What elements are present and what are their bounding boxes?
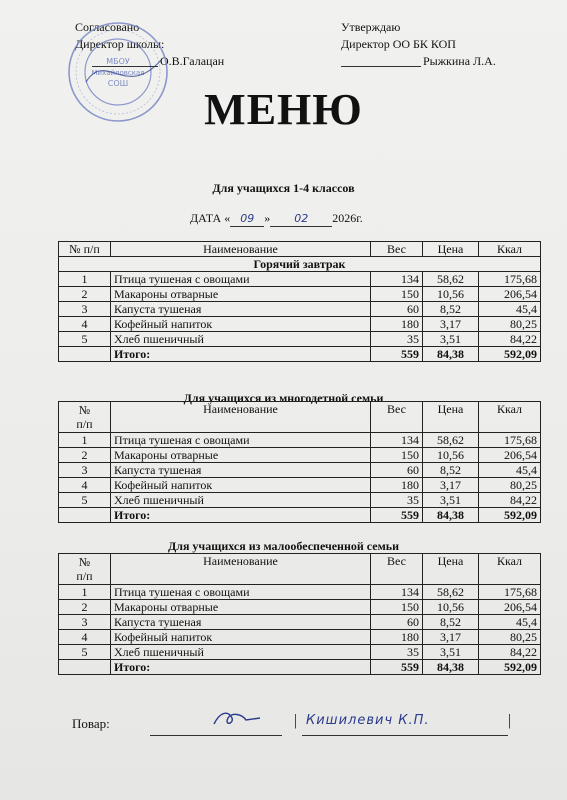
row-number: 4 bbox=[59, 630, 111, 645]
dish-weight: 134 bbox=[371, 272, 423, 287]
date-mid: » bbox=[264, 211, 271, 225]
dish-price: 3,51 bbox=[423, 332, 479, 347]
col-kcal: Ккал bbox=[479, 402, 541, 433]
dish-price: 3,17 bbox=[423, 478, 479, 493]
dish-weight: 134 bbox=[371, 585, 423, 600]
table-row bbox=[59, 615, 541, 630]
table-row bbox=[59, 272, 541, 287]
dish-kcal: 80,25 bbox=[479, 478, 541, 493]
section-title-low-income: Для учащихся из малообеспеченной семьи bbox=[167, 539, 400, 553]
row-number: 1 bbox=[59, 433, 111, 448]
dish-weight: 60 bbox=[371, 463, 423, 478]
meal-subheader: Горячий завтрак bbox=[59, 257, 541, 272]
col-name: Наименование bbox=[111, 242, 371, 257]
dish-name: Макароны отварные bbox=[111, 600, 371, 615]
total-price: 84,38 bbox=[423, 660, 479, 675]
table-row bbox=[59, 433, 541, 448]
row-number: 5 bbox=[59, 645, 111, 660]
right-signature-line bbox=[341, 66, 421, 67]
table-row bbox=[59, 600, 541, 615]
dish-kcal: 45,4 bbox=[479, 302, 541, 317]
total-row bbox=[59, 660, 541, 675]
col-number-line1: № bbox=[78, 555, 91, 569]
dish-weight: 180 bbox=[371, 478, 423, 493]
date-line bbox=[190, 211, 363, 227]
dish-weight: 35 bbox=[371, 332, 423, 347]
menu-table-low-income bbox=[58, 553, 541, 675]
dish-kcal: 175,68 bbox=[479, 585, 541, 600]
dish-kcal: 206,54 bbox=[479, 600, 541, 615]
svg-text:Михайловская: Михайловская bbox=[91, 69, 145, 77]
table-row bbox=[59, 317, 541, 332]
dish-name: Кофейный напиток bbox=[111, 478, 371, 493]
dish-kcal: 80,25 bbox=[479, 630, 541, 645]
table-row bbox=[59, 448, 541, 463]
col-number: № п/п bbox=[59, 242, 111, 257]
total-kcal: 592,09 bbox=[479, 347, 541, 362]
total-price: 84,38 bbox=[423, 508, 479, 523]
total-weight: 559 bbox=[371, 347, 423, 362]
menu-table-large-family bbox=[58, 401, 541, 523]
total-weight: 559 bbox=[371, 508, 423, 523]
dish-weight: 150 bbox=[371, 448, 423, 463]
dish-weight: 180 bbox=[371, 630, 423, 645]
col-name: Наименование bbox=[111, 402, 371, 433]
dish-kcal: 80,25 bbox=[479, 317, 541, 332]
table-row bbox=[59, 645, 541, 660]
svg-text:МБОУ: МБОУ bbox=[106, 57, 130, 66]
dish-kcal: 84,22 bbox=[479, 645, 541, 660]
col-number bbox=[59, 554, 111, 585]
col-kcal: Ккал bbox=[479, 554, 541, 585]
row-number: 5 bbox=[59, 493, 111, 508]
cook-signature bbox=[210, 706, 270, 732]
dish-price: 58,62 bbox=[423, 585, 479, 600]
svg-text:СОШ: СОШ bbox=[107, 79, 129, 88]
row-number: 2 bbox=[59, 448, 111, 463]
table-row bbox=[59, 493, 541, 508]
dish-kcal: 206,54 bbox=[479, 287, 541, 302]
col-price: Цена bbox=[423, 554, 479, 585]
table-header-row bbox=[59, 554, 541, 585]
col-number-line1: № bbox=[78, 403, 91, 417]
total-empty-cell bbox=[59, 347, 111, 362]
dish-kcal: 84,22 bbox=[479, 493, 541, 508]
dish-price: 10,56 bbox=[423, 287, 479, 302]
table-row bbox=[59, 478, 541, 493]
dish-price: 3,17 bbox=[423, 630, 479, 645]
dish-price: 10,56 bbox=[423, 600, 479, 615]
dish-kcal: 206,54 bbox=[479, 448, 541, 463]
total-label: Итого: bbox=[111, 660, 371, 675]
dish-kcal: 45,4 bbox=[479, 463, 541, 478]
dish-kcal: 84,22 bbox=[479, 332, 541, 347]
dish-weight: 150 bbox=[371, 600, 423, 615]
dish-price: 3,17 bbox=[423, 317, 479, 332]
table-row bbox=[59, 287, 541, 302]
dish-price: 10,56 bbox=[423, 448, 479, 463]
table-row bbox=[59, 630, 541, 645]
cook-signature-line bbox=[150, 735, 282, 736]
col-kcal: Ккал bbox=[479, 242, 541, 257]
col-price: Цена bbox=[423, 242, 479, 257]
total-weight: 559 bbox=[371, 660, 423, 675]
date-day: 09 bbox=[240, 212, 255, 225]
row-number: 1 bbox=[59, 272, 111, 287]
col-weight: Вес bbox=[371, 402, 423, 433]
subtitle-grades: Для учащихся 1-4 классов bbox=[212, 181, 355, 195]
dish-name: Капуста тушеная bbox=[111, 463, 371, 478]
cook-name-line bbox=[302, 735, 508, 736]
dish-price: 3,51 bbox=[423, 493, 479, 508]
dish-name: Птица тушеная с овощами bbox=[111, 272, 371, 287]
total-row bbox=[59, 508, 541, 523]
dish-kcal: 175,68 bbox=[479, 433, 541, 448]
col-number bbox=[59, 402, 111, 433]
dish-price: 8,52 bbox=[423, 463, 479, 478]
director-name: Рыжкина Л.А. bbox=[423, 54, 496, 68]
total-label: Итого: bbox=[111, 347, 371, 362]
dish-kcal: 45,4 bbox=[479, 615, 541, 630]
dish-name: Птица тушеная с овощами bbox=[111, 585, 371, 600]
dish-name: Кофейный напиток bbox=[111, 630, 371, 645]
dish-name: Хлеб пшеничный bbox=[111, 332, 371, 347]
col-number-line2: п/п bbox=[76, 417, 93, 431]
row-number: 3 bbox=[59, 463, 111, 478]
name-bracket-right: | bbox=[508, 712, 512, 729]
row-number: 3 bbox=[59, 302, 111, 317]
col-number-line2: п/п bbox=[76, 569, 93, 583]
table-header-row bbox=[59, 402, 541, 433]
approval-label: Согласовано bbox=[75, 20, 140, 34]
page-title: МЕНЮ bbox=[204, 85, 363, 134]
director-label: Директор ОО БК КОП bbox=[341, 37, 456, 51]
total-kcal: 592,09 bbox=[479, 660, 541, 675]
dish-name: Хлеб пшеничный bbox=[111, 493, 371, 508]
dish-weight: 180 bbox=[371, 317, 423, 332]
school-director-label: Директор школы: bbox=[75, 37, 165, 51]
name-bracket-left: | bbox=[294, 712, 298, 729]
dish-price: 8,52 bbox=[423, 302, 479, 317]
total-empty-cell bbox=[59, 660, 111, 675]
dish-weight: 35 bbox=[371, 493, 423, 508]
dish-price: 58,62 bbox=[423, 272, 479, 287]
dish-name: Капуста тушеная bbox=[111, 302, 371, 317]
table-row bbox=[59, 463, 541, 478]
approve-label: Утверждаю bbox=[341, 20, 401, 34]
school-director-name: О.В.Галацан bbox=[160, 54, 225, 68]
cook-name-handwritten: Кишилевич К.П. bbox=[306, 713, 430, 728]
col-weight: Вес bbox=[371, 242, 423, 257]
col-price: Цена bbox=[423, 402, 479, 433]
row-number: 2 bbox=[59, 287, 111, 302]
cook-label: Повар: bbox=[72, 716, 110, 731]
dish-weight: 35 bbox=[371, 645, 423, 660]
table-row bbox=[59, 302, 541, 317]
dish-weight: 60 bbox=[371, 302, 423, 317]
row-number: 4 bbox=[59, 317, 111, 332]
left-signature-line bbox=[92, 66, 158, 67]
row-number: 4 bbox=[59, 478, 111, 493]
table-row bbox=[59, 585, 541, 600]
dish-name: Хлеб пшеничный bbox=[111, 645, 371, 660]
row-number: 5 bbox=[59, 332, 111, 347]
total-empty-cell bbox=[59, 508, 111, 523]
dish-price: 58,62 bbox=[423, 433, 479, 448]
col-weight: Вес bbox=[371, 554, 423, 585]
dish-name: Макароны отварные bbox=[111, 448, 371, 463]
total-price: 84,38 bbox=[423, 347, 479, 362]
dish-weight: 134 bbox=[371, 433, 423, 448]
dish-price: 3,51 bbox=[423, 645, 479, 660]
row-number: 3 bbox=[59, 615, 111, 630]
dish-kcal: 175,68 bbox=[479, 272, 541, 287]
row-number: 2 bbox=[59, 600, 111, 615]
row-number: 1 bbox=[59, 585, 111, 600]
col-name: Наименование bbox=[111, 554, 371, 585]
menu-table-grades-1-4 bbox=[58, 241, 541, 362]
date-prefix: ДАТА « bbox=[190, 211, 231, 225]
total-kcal: 592,09 bbox=[479, 508, 541, 523]
date-year: 2026г. bbox=[332, 211, 363, 225]
meal-subheader-row bbox=[59, 257, 541, 272]
table-header-row bbox=[59, 242, 541, 257]
dish-name: Кофейный напиток bbox=[111, 317, 371, 332]
dish-name: Капуста тушеная bbox=[111, 615, 371, 630]
dish-price: 8,52 bbox=[423, 615, 479, 630]
dish-weight: 60 bbox=[371, 615, 423, 630]
total-row bbox=[59, 347, 541, 362]
total-label: Итого: bbox=[111, 508, 371, 523]
section-title-large-family: Для учащихся из многодетной семьи bbox=[183, 391, 384, 405]
dish-name: Птица тушеная с овощами bbox=[111, 433, 371, 448]
table-row bbox=[59, 332, 541, 347]
date-month: 02 bbox=[294, 212, 309, 225]
dish-weight: 150 bbox=[371, 287, 423, 302]
dish-name: Макароны отварные bbox=[111, 287, 371, 302]
